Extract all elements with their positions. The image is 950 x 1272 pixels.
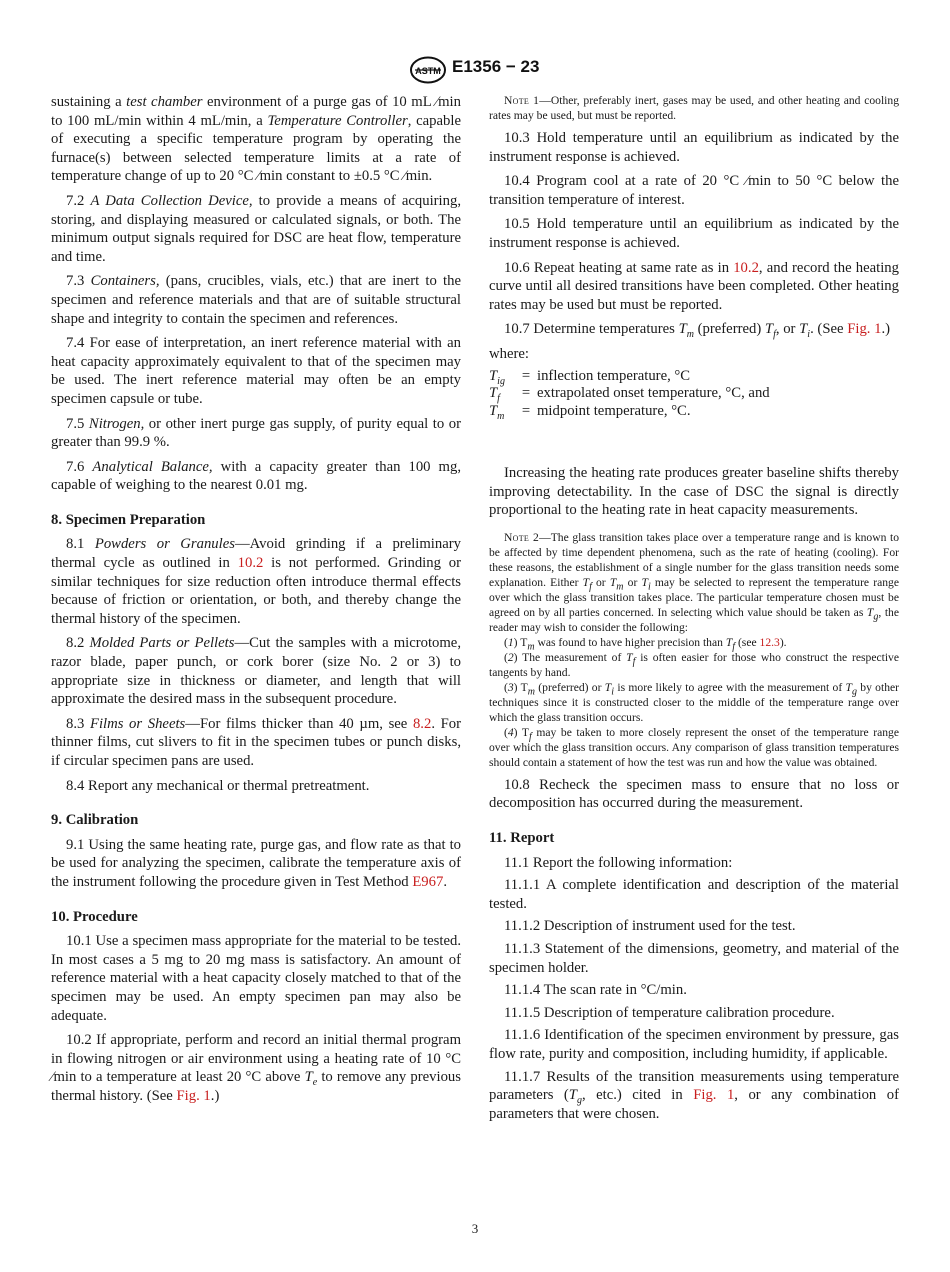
paragraph-10-7: 10.7 Determine temperatures $T_m$ (preferred) $T_f$, or $T_i$. (See Fig. 1.): [504, 321, 891, 341]
paragraph-11-1-3: 11.1.3 Statement of the dimensions, geometry, and material of the specimen holder.: [489, 940, 899, 976]
paragraph-11-1-2: 11.1.2 Description of instrument used for the test.: [504, 918, 796, 935]
definition-list: [489, 368, 899, 421]
section-heading-10: 10. Procedure: [51, 908, 138, 925]
link-10-2[interactable]: 10.2: [733, 259, 759, 276]
paragraph-7-3: 7.3 Containers, (pans, crucibles, vials, etc.) that are inert to the specimen and reference materials and that are of suitable structural shape and integrity to contain the specimen and references.: [51, 273, 462, 327]
paragraph-11-1-4: 11.1.4 The scan rate in °C/min.: [504, 982, 687, 999]
paragraph-11-1-5: 11.1.5 Description of temperature calibration procedure.: [504, 1004, 835, 1021]
paragraph-10-1: 10.1 Use a specimen mass appropriate for the material to be tested. In most cases a 5 mg to 20 mg mass is satisfactory. An amount of reference material with a heat capacity closely matched to that of the specimen may be used. An empty specimen pan may also be adequate.: [51, 933, 461, 1024]
right-column: [489, 93, 899, 1127]
paragraph-10-6: 10.6 Repeat heating at same rate as in 10.2, and record the heating curve until all desired transitions have been completed. Other heating rates may be used but must be reported.: [489, 259, 899, 313]
paragraph-11-1-6: 11.1.6 Identification of the specimen environment by pressure, gas flow rate, purity and composition, including humidity, if applicable.: [489, 1027, 899, 1062]
paragraph-7-4: 7.4 For ease of interpretation, an inert reference material with an heat capacity approximately equivalent to that of the specimen may be used. The inert reference material may often be an empty specimen capsule or tube.: [51, 335, 461, 407]
section-heading-11: 11. Report: [489, 830, 555, 846]
paragraph-7-2: 7.2 A Data Collection Device, to provide a means of acquiring, storing, and displaying measured or calculated signals, or both. The minimum output signals required for DSC are heat flow, temperature and time.: [51, 192, 461, 265]
paragraph-11-1: 11.1 Report the following information:: [504, 854, 733, 871]
section-heading-8: 8. Specimen Preparation: [51, 511, 206, 528]
link-12-3[interactable]: 12.3: [759, 635, 780, 649]
where-label: where:: [489, 345, 529, 362]
note-2: Note 2—The glass transition takes place over a temperature range and is known to be affected by time dependent phenomena, such as the rate of heating (cooling). For these reasons, the establishment of a single number for the glass transition needs some explanation. Either $T_f$ or $T_m$ or $T_i$ may be selected to represent the temperature range over which the glass transition takes place. The particular temperature chosen must be agreed on by all parties concerned. In selecting which value should be taken as $T_g$, the reader may wish to consider the following: (1) $T_m$ was found to have higher precision than $T_f$ (see 12.3). (2) The measurement of $T_f$ is often easier for those who construct the respective tangents by hand. (3) $T_m$ (preferred) or $T_i$ is more likely to agree with the measurement of $T_g$ by other techniques since it is constructed closer to the middle of the temperature range over which the glass transition occurs. (4) $T_f$ may be taken to more closely represent the onset of the temperature range over which the glass transition occurs. Any comparison of glass transition temperatures should contain a statement of how the test was run and how the value was obtained.: [489, 530, 900, 769]
paragraph-8-1: 8.1 Powders or Granules—Avoid grinding if a preliminary thermal cycle as outlined in 10.2 is not performed. Grinding or similar techniques for size reduction often introduce thermal effects because of friction or orientation, or both, and thereby change the thermal history of the specimen.: [51, 536, 461, 627]
paragraph-9-1: 9.1 Using the same heating rate, purge gas, and flow rate as that to be used for analyzing the specimen, calibrate the temperature axis of the instrument following the procedure given in Test Method E967.: [51, 836, 461, 890]
page-header: [0, 54, 950, 84]
link-10-2[interactable]: 10.2: [237, 555, 264, 572]
paragraph-7-6: 7.6 Analytical Balance, with a capacity greater than 100 mg, capable of weighing to the nearest 0.01 mg.: [51, 458, 461, 494]
note-2-item-3: (3) $T_m$ (preferred) or $T_i$ is more likely to agree with the measurement of $T_g$ by other techniques since it is constructed closer to the middle of the temperature range over which the glass transition occurs.: [489, 680, 899, 724]
paragraph-10-8: 10.8 Recheck the specimen mass to ensure that no loss or decomposition has occurred during the measurement.: [489, 776, 899, 812]
paragraph-heating-rate: Increasing the heating rate produces greater baseline shifts thereby improving detectability. In the case of DSC the signal is directly proportional to the heating rate in heat capacity measurements.: [489, 465, 899, 519]
definition-item: $T_{ig}$ = inflection temperature, °C: [489, 367, 691, 387]
paragraph-7-1-cont: sustaining a test chamber environment of a purge gas of 10 mL ⁄min to 100 mL/min within 4 mL/min, a Temperature Controller, capable of executing a specific temperature program by operating the furnace(s) between selected temperature limits at a rate of temperature change of up to 20 °C ⁄min constant to ±0.5 °C ⁄min.: [51, 94, 461, 185]
paragraph-10-4: 10.4 Program cool at a rate of 20 °C ⁄min to 50 °C below the transition temperature of interest.: [489, 173, 899, 208]
link-fig-1[interactable]: Fig. 1: [176, 1087, 211, 1104]
paragraph-11-1-7: 11.1.7 Results of the transition measurements using temperature parameters ($T_g$, etc.) cited in Fig. 1, or any combination of parameters that were chosen.: [489, 1068, 899, 1122]
astm-logo-icon: [409, 56, 447, 84]
link-e967[interactable]: E967: [412, 873, 444, 890]
link-fig-1[interactable]: Fig. 1: [847, 321, 882, 338]
paragraph-8-4: 8.4 Report any mechanical or thermal pretreatment.: [66, 777, 370, 794]
page-number: 3: [471, 1221, 479, 1236]
paragraph-8-3: 8.3 Films or Sheets—For films thicker than 40 µm, see 8.2. For thinner films, cut slivers to fit in the specimen tubes or punch disks, if circular specimen pans are used.: [51, 715, 462, 769]
note-2-item-4: (4) $T_f$ may be taken to more closely represent the onset of the temperature range over which the glass transition occurs. Any comparison of glass transition temperatures should contain a statement of how the test was run and how the value was obtained.: [489, 725, 899, 769]
link-8-2[interactable]: 8.2: [412, 715, 432, 732]
paragraph-7-5: 7.5 Nitrogen, or other inert purge gas supply, of purity equal to or greater than 99.9 %.: [51, 415, 461, 451]
paragraph-10-2: 10.2 If appropriate, perform and record an initial thermal program in flowing nitrogen or air environment using a heating rate of 10 °C ⁄min to a temperature at least 20 °C above $T_e$ to remove any previous thermal history. (See Fig. 1.): [51, 1032, 461, 1104]
paragraph-10-5: 10.5 Hold temperature until an equilibrium as indicated by the instrument response is achieved.: [489, 216, 899, 251]
paragraph-11-1-1: 11.1.1 A complete identification and description of the material tested.: [489, 877, 899, 912]
definition-item: $T_f$ = extrapolated onset temperature, °C, and: [489, 385, 770, 404]
note-2-item-2: (2) The measurement of $T_f$ is often easier for those who construct the respective tangents by hand.: [489, 650, 899, 679]
left-column: [51, 93, 461, 1112]
paragraph-8-2: 8.2 Molded Parts or Pellets—Cut the samples with a microtome, razor blade, paper punch, or cork borer (size No. 2 or 3) to appropriate size in thickness or diameter, and length that will approximate the desired mass in the subsequent procedure.: [51, 635, 461, 708]
paragraph-10-3: 10.3 Hold temperature until an equilibrium as indicated by the instrument response is achieved.: [489, 130, 899, 165]
document-id: E1356 − 23: [452, 57, 540, 76]
astm-logo-text: ASTM: [415, 66, 441, 76]
link-fig-1[interactable]: Fig. 1: [693, 1087, 735, 1104]
note-2-item-1: (1) $T_m$ was found to have higher precision than $T_f$ (see 12.3).: [504, 635, 787, 653]
section-heading-9: 9. Calibration: [51, 812, 139, 829]
definition-item: $T_m$ = midpoint temperature, °C.: [489, 402, 691, 422]
note-1: Note 1—Other, preferably inert, gases may be used, and other heating and cooling rates may be used, but must be reported.: [489, 94, 899, 122]
